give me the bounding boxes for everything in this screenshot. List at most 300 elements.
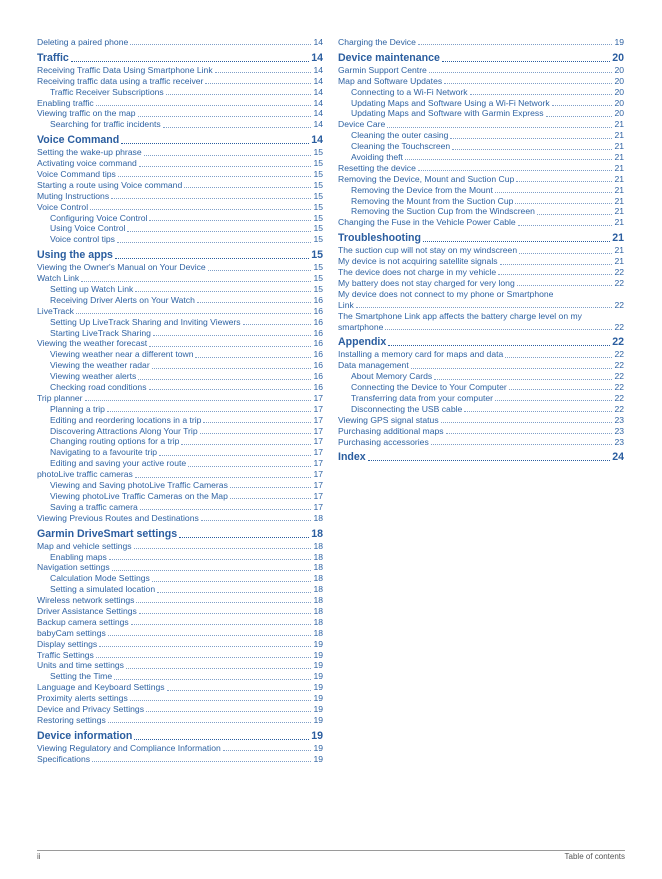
toc-entry[interactable] <box>37 76 323 87</box>
toc-entry-title: Setting up Watch Link <box>50 284 134 295</box>
toc-entry-title: About Memory Cards <box>351 371 433 382</box>
toc-entry-title: Cleaning the outer casing <box>351 130 449 141</box>
toc-entry-title: Avoiding theft <box>351 152 403 162</box>
toc-subentry[interactable] <box>338 108 624 119</box>
toc-entry[interactable] <box>37 595 323 606</box>
toc-page-number: 15 <box>313 158 323 169</box>
toc-page-number: 22 <box>614 349 624 360</box>
toc-entry-title: Garmin DriveSmart settings <box>37 527 178 540</box>
dot-leader <box>418 170 613 171</box>
toc-page-number: 14 <box>313 75 323 86</box>
toc-entry-title: Planning a trip <box>50 403 105 414</box>
dot-leader <box>96 105 312 106</box>
toc-page-number: 18 <box>313 540 323 551</box>
toc-page-number: 18 <box>313 605 323 616</box>
toc-page-number: 22 <box>614 382 624 393</box>
toc-entry[interactable] <box>338 289 624 311</box>
dot-leader <box>130 700 312 701</box>
toc-page-number: 16 <box>313 327 323 338</box>
toc-page-number: 22 <box>614 392 624 403</box>
toc-entry[interactable] <box>338 163 624 174</box>
toc-page-number: 15 <box>313 262 323 273</box>
toc-subentry[interactable] <box>37 552 323 563</box>
toc-subentry[interactable] <box>338 371 624 382</box>
toc-entry-title: Viewing photoLive Traffic Cameras on the Map <box>50 490 228 501</box>
dot-leader <box>76 313 312 314</box>
toc-subentry[interactable] <box>37 349 323 360</box>
toc-entry[interactable] <box>37 262 323 273</box>
toc-entry[interactable] <box>338 37 624 48</box>
dot-leader <box>470 94 613 95</box>
toc-entry[interactable] <box>338 119 624 130</box>
dot-leader <box>163 127 312 128</box>
toc-section-heading[interactable] <box>37 51 323 65</box>
dot-leader <box>387 127 612 128</box>
toc-entry[interactable] <box>37 693 323 704</box>
toc-entry[interactable] <box>37 202 323 213</box>
toc-entry-title: Specifications <box>37 753 91 764</box>
dot-leader <box>149 389 312 390</box>
dot-leader <box>157 592 311 593</box>
dot-leader <box>519 253 612 254</box>
dot-leader <box>111 198 311 199</box>
toc-entry-title: Data management <box>338 360 409 371</box>
toc-subentry[interactable] <box>37 491 323 502</box>
toc-entry[interactable] <box>37 98 323 109</box>
dot-leader <box>203 422 311 423</box>
toc-page-number: 21 <box>614 245 624 256</box>
toc-entry-title: Installing a memory card for maps and data <box>338 349 504 360</box>
toc-page-number: 16 <box>313 371 323 382</box>
dot-leader <box>153 335 311 336</box>
toc-entry[interactable] <box>338 174 624 185</box>
toc-subentry[interactable] <box>37 87 323 98</box>
toc-entry-title: babyCam settings <box>37 627 106 638</box>
toc-entry-title: Navigating to a favourite trip <box>50 447 158 458</box>
toc-entry-title: Changing routing options for a trip <box>50 436 180 447</box>
toc-page-number: 21 <box>614 217 624 228</box>
toc-entry-title: Purchasing additional maps <box>338 425 444 436</box>
toc-entry-title: Traffic <box>37 51 69 64</box>
toc-subentry[interactable] <box>338 87 624 98</box>
toc-entry-title: Trip planner <box>37 392 83 403</box>
toc-entry-title: Changing the Fuse in the Vehicle Power Cable <box>338 217 516 228</box>
toc-entry[interactable] <box>37 191 323 202</box>
toc-subentry[interactable] <box>37 426 323 437</box>
toc-subentry[interactable] <box>37 502 323 513</box>
toc-entry[interactable] <box>37 108 323 119</box>
toc-subentry[interactable] <box>37 480 323 491</box>
toc-page-number: 17 <box>313 480 323 491</box>
dot-leader <box>215 72 312 73</box>
toc-entry[interactable] <box>37 541 323 552</box>
toc-page-number: 21 <box>614 206 624 217</box>
toc-page-number: 15 <box>313 273 323 284</box>
toc-entry-title: Viewing traffic on the map <box>37 108 136 119</box>
toc-page-number: 18 <box>313 512 323 523</box>
toc-subentry[interactable] <box>37 584 323 595</box>
toc-subentry[interactable] <box>37 328 323 339</box>
toc-subentry[interactable] <box>37 447 323 458</box>
toc-subentry[interactable] <box>37 284 323 295</box>
dot-leader <box>495 192 613 193</box>
toc-entry[interactable] <box>338 267 624 278</box>
dot-leader <box>464 411 612 412</box>
toc-entry[interactable] <box>338 217 624 228</box>
toc-page-number: 19 <box>313 682 323 693</box>
dot-leader <box>146 711 311 712</box>
toc-entry[interactable] <box>338 256 624 267</box>
toc-entry[interactable] <box>37 513 323 524</box>
dot-leader <box>552 105 613 106</box>
toc-entry-title: The device does not charge in my vehicle <box>338 267 497 278</box>
toc-page-number: 21 <box>614 141 624 152</box>
dot-leader <box>195 357 311 358</box>
toc-entry-title: Setting a simulated location <box>50 584 156 595</box>
toc-subentry[interactable] <box>37 119 323 130</box>
toc-entry-title: Editing and saving your active route <box>50 458 187 469</box>
toc-entry-title: Viewing Regulatory and Compliance Information <box>37 742 221 753</box>
dot-leader <box>135 477 312 478</box>
toc-entry-title: Viewing the Owner's Manual on Your Device <box>37 262 206 273</box>
toc-subentry[interactable] <box>338 404 624 415</box>
toc-section-heading[interactable] <box>338 231 624 245</box>
toc-entry[interactable] <box>37 273 323 284</box>
dot-leader <box>537 214 613 215</box>
toc-subentry[interactable] <box>37 213 323 224</box>
dot-leader <box>149 220 311 221</box>
dot-leader <box>495 400 612 401</box>
toc-subentry[interactable] <box>338 206 624 217</box>
toc-page-number: 21 <box>614 195 624 206</box>
toc-page-number: 16 <box>313 360 323 371</box>
toc-page-number: 15 <box>313 169 323 179</box>
dot-leader <box>138 379 311 380</box>
toc-entry-title: Using the apps <box>37 249 113 262</box>
toc-entry-title: Watch Link <box>37 273 80 284</box>
toc-page-number: 19 <box>313 703 323 714</box>
toc-entry[interactable] <box>37 338 323 349</box>
toc-section-heading[interactable] <box>338 51 624 65</box>
dot-leader <box>181 444 311 445</box>
toc-entry-title: Troubleshooting <box>338 232 421 245</box>
toc-entry-title-line2: Link <box>338 299 354 310</box>
toc-page-number: 16 <box>313 338 323 349</box>
toc-entry[interactable] <box>37 628 323 639</box>
toc-entry-title: Voice control tips <box>50 234 115 245</box>
toc-entry[interactable] <box>338 349 624 360</box>
toc-entry-title: Map and Software Updates <box>338 75 443 86</box>
dot-leader <box>452 149 612 150</box>
toc-entry-title: Traffic Receiver Subscriptions <box>50 86 164 97</box>
dot-leader <box>385 329 612 330</box>
toc-page-number: 16 <box>313 294 323 305</box>
toc-entry[interactable] <box>37 660 323 671</box>
toc-entry-title: Cleaning the Touchscreen <box>351 141 451 152</box>
toc-subentry[interactable] <box>37 317 323 328</box>
toc-subentry[interactable] <box>338 196 624 207</box>
toc-entry[interactable] <box>37 617 323 628</box>
toc-subentry[interactable] <box>37 404 323 415</box>
toc-entry-title: Index <box>338 451 366 464</box>
dot-leader <box>441 422 613 423</box>
toc-entry-title: Language and Keyboard Settings <box>37 682 165 693</box>
dot-leader <box>166 94 312 95</box>
toc-entry[interactable] <box>37 306 323 317</box>
toc-page-number: 17 <box>313 490 323 501</box>
toc-entry[interactable] <box>338 437 624 448</box>
toc-section-heading[interactable] <box>37 248 323 262</box>
toc-subentry[interactable] <box>37 371 323 382</box>
toc-subentry[interactable] <box>338 152 624 163</box>
toc-left-column <box>37 37 323 765</box>
toc-page-number: 22 <box>614 360 624 371</box>
dot-leader <box>136 602 311 603</box>
toc-entry-title: Setting Up LiveTrack Sharing and Inviting Viewers <box>50 316 241 327</box>
dot-leader <box>205 83 311 84</box>
toc-entry-title: Deleting a paired phone <box>37 36 129 47</box>
dot-leader <box>230 487 312 488</box>
toc-entry-title: Device maintenance <box>338 51 440 64</box>
toc-entry-title: Viewing weather alerts <box>50 371 137 382</box>
toc-page-number: 20 <box>614 97 624 108</box>
dot-leader <box>139 166 312 167</box>
toc-entry[interactable] <box>37 393 323 404</box>
toc-page-number: 19 <box>311 729 323 742</box>
toc-entry[interactable] <box>37 715 323 726</box>
toc-entry[interactable] <box>37 606 323 617</box>
toc-page-number: 14 <box>313 36 323 47</box>
toc-section-heading[interactable] <box>37 729 323 743</box>
toc-entry[interactable] <box>37 169 323 180</box>
toc-page-number: 18 <box>313 595 323 606</box>
dot-leader <box>201 520 312 521</box>
dot-leader <box>388 345 610 346</box>
toc-entry-title: Voice Control <box>37 201 89 212</box>
toc-page-number: 19 <box>313 649 323 660</box>
toc-entry[interactable] <box>37 562 323 573</box>
toc-entry-title: Wireless network settings <box>37 595 135 606</box>
toc-entry[interactable] <box>338 65 624 76</box>
dot-leader <box>450 138 612 139</box>
toc-page-number: 18 <box>313 584 323 595</box>
toc-entry-title: photoLive traffic cameras <box>37 469 133 480</box>
toc-entry[interactable] <box>338 245 624 256</box>
toc-entry-title: Starting a route using Voice command <box>37 179 183 190</box>
toc-entry[interactable] <box>338 426 624 437</box>
toc-page-number: 19 <box>313 638 323 649</box>
toc-entry-title: Voice Command <box>37 134 120 147</box>
dot-leader <box>517 285 613 286</box>
dot-leader <box>356 307 613 308</box>
toc-entry-title: Map and vehicle settings <box>37 540 132 551</box>
toc-entry[interactable] <box>338 415 624 426</box>
toc-page-number: 21 <box>614 256 624 267</box>
toc-subentry[interactable] <box>37 437 323 448</box>
toc-subentry[interactable] <box>37 360 323 371</box>
toc-entry[interactable] <box>37 147 323 158</box>
dot-leader <box>126 668 312 669</box>
toc-page-number: 19 <box>313 714 323 725</box>
toc-page-number: 23 <box>614 425 624 436</box>
toc-entry-title: Charging the Device <box>338 36 416 47</box>
toc-subentry[interactable] <box>338 130 624 141</box>
toc-section-heading[interactable] <box>338 335 624 349</box>
toc-page-number: 18 <box>313 562 323 573</box>
toc-section-heading[interactable] <box>37 527 323 541</box>
toc-entry-title: Units and time settings <box>37 660 124 671</box>
dot-leader <box>197 302 312 303</box>
toc-page-number: 16 <box>313 316 323 327</box>
toc-page-number: 16 <box>313 305 323 316</box>
dot-leader <box>134 739 309 740</box>
dot-leader <box>108 722 312 723</box>
toc-page-number: 17 <box>313 436 323 447</box>
toc-entry[interactable] <box>37 180 323 191</box>
dot-leader <box>230 498 312 499</box>
toc-entry-title: Proximity alerts settings <box>37 693 128 704</box>
toc-entry-title: Calculation Mode Settings <box>50 573 150 584</box>
toc-page-number: 19 <box>614 36 624 47</box>
toc-entry-title: Voice Command tips <box>37 169 116 179</box>
dot-leader <box>152 368 312 369</box>
toc-page-number: 20 <box>614 64 624 75</box>
toc-entry-title: Using Voice Control <box>50 223 126 234</box>
toc-subentry[interactable] <box>338 98 624 109</box>
toc-page-number: 17 <box>313 501 323 512</box>
dot-leader <box>368 460 611 461</box>
dot-leader <box>188 466 311 467</box>
toc-subentry[interactable] <box>338 141 624 152</box>
dot-leader <box>134 548 312 549</box>
toc-section-heading[interactable] <box>338 450 624 464</box>
toc-page-number: 16 <box>313 382 323 393</box>
toc-page-number: 18 <box>313 551 323 562</box>
toc-entry-title: LiveTrack <box>37 305 74 316</box>
toc-entry-title-line1: The Smartphone Link app affects the battery charge level on my <box>338 310 582 321</box>
toc-entry-title: Viewing the weather forecast <box>37 338 148 349</box>
toc-page-number: 22 <box>614 321 624 332</box>
toc-subentry[interactable] <box>37 223 323 234</box>
toc-entry[interactable] <box>37 65 323 76</box>
toc-page-number: 21 <box>614 162 624 173</box>
dot-leader <box>446 433 613 434</box>
toc-page-number: 21 <box>614 119 624 130</box>
dot-leader <box>442 61 610 62</box>
toc-entry[interactable] <box>37 650 323 661</box>
toc-entry[interactable] <box>338 311 624 333</box>
toc-entry[interactable] <box>338 278 624 289</box>
dot-leader <box>92 761 311 762</box>
toc-subentry[interactable] <box>338 185 624 196</box>
toc-subentry[interactable] <box>338 393 624 404</box>
toc-subentry[interactable] <box>37 671 323 682</box>
toc-entry[interactable] <box>37 639 323 650</box>
dot-leader <box>96 657 312 658</box>
toc-page-number: 20 <box>614 75 624 86</box>
toc-subentry[interactable] <box>37 458 323 469</box>
dot-leader <box>107 411 311 412</box>
toc-entry[interactable] <box>37 37 323 48</box>
toc-page-number: 18 <box>311 527 323 540</box>
toc-entry-title: Viewing the weather radar <box>50 360 150 371</box>
toc-entry-title: Viewing weather near a different town <box>50 349 194 360</box>
dot-leader <box>243 324 312 325</box>
dot-leader <box>152 581 312 582</box>
dot-leader <box>516 181 612 182</box>
toc-entry-title: Display settings <box>37 638 98 649</box>
toc-entry[interactable] <box>37 158 323 169</box>
toc-page-number: 22 <box>614 403 624 414</box>
dot-leader <box>127 231 311 232</box>
toc-subentry[interactable] <box>37 573 323 584</box>
toc-page-number: 24 <box>612 451 624 464</box>
toc-page-number: 17 <box>313 425 323 436</box>
dot-leader <box>99 646 311 647</box>
dot-leader <box>500 264 613 265</box>
dot-leader <box>208 270 312 271</box>
toc-entry-title: The suction cup will not stay on my windscreen <box>338 245 518 256</box>
toc-entry-title: Restoring settings <box>37 714 106 725</box>
toc-page-number: 22 <box>614 299 624 310</box>
toc-page-number: 18 <box>313 573 323 584</box>
toc-entry[interactable] <box>338 360 624 371</box>
dot-leader <box>121 143 309 144</box>
dot-leader <box>114 679 311 680</box>
toc-page-number: 17 <box>313 458 323 469</box>
toc-entry-title-line1: My device does not connect to my phone or Smartphone <box>338 288 554 299</box>
toc-page-number: 23 <box>614 436 624 447</box>
toc-entry-title: Viewing Previous Routes and Destinations <box>37 512 199 523</box>
toc-page-number: 15 <box>313 284 323 295</box>
toc-entry-title: Disconnecting the USB cable <box>351 403 463 414</box>
dot-leader <box>167 690 312 691</box>
toc-entry[interactable] <box>37 682 323 693</box>
toc-subentry[interactable] <box>37 382 323 393</box>
toc-page-number: 15 <box>313 190 323 201</box>
dot-leader <box>505 357 612 358</box>
toc-subentry[interactable] <box>338 382 624 393</box>
dot-leader <box>434 379 612 380</box>
toc-page-number: 19 <box>313 742 323 753</box>
toc-entry[interactable] <box>37 704 323 715</box>
toc-entry[interactable] <box>338 76 624 87</box>
toc-entry-title: Resetting the device <box>338 162 416 173</box>
toc-page-number: 17 <box>313 469 323 480</box>
toc-subentry[interactable] <box>37 234 323 245</box>
toc-entry[interactable] <box>37 754 323 765</box>
toc-page-number: 17 <box>313 403 323 414</box>
toc-section-heading[interactable] <box>37 133 323 147</box>
toc-entry-title: Viewing and Saving photoLive Traffic Cameras <box>50 480 228 491</box>
footer-section-title: Table of contents <box>564 852 625 861</box>
toc-page-number: 19 <box>313 753 323 764</box>
toc-subentry[interactable] <box>37 295 323 306</box>
toc-subentry[interactable] <box>37 415 323 426</box>
toc-entry-title-line2: smartphone <box>338 321 384 332</box>
footer-divider <box>37 850 625 851</box>
toc-page-number: 20 <box>612 51 624 64</box>
toc-page-number: 23 <box>614 414 624 425</box>
toc-entry[interactable] <box>37 469 323 480</box>
toc-entry-title: Viewing GPS signal status <box>338 414 439 425</box>
toc-page-number: 15 <box>313 147 323 158</box>
toc-entry[interactable] <box>37 743 323 754</box>
toc-entry-title: Updating Maps and Software with Garmin Express <box>351 108 544 119</box>
toc-entry-title: Backup camera settings <box>37 616 129 627</box>
toc-entry-title: Editing and reordering locations in a trip <box>50 414 202 425</box>
toc-entry-title: Removing the Mount from the Suction Cup <box>351 195 514 206</box>
